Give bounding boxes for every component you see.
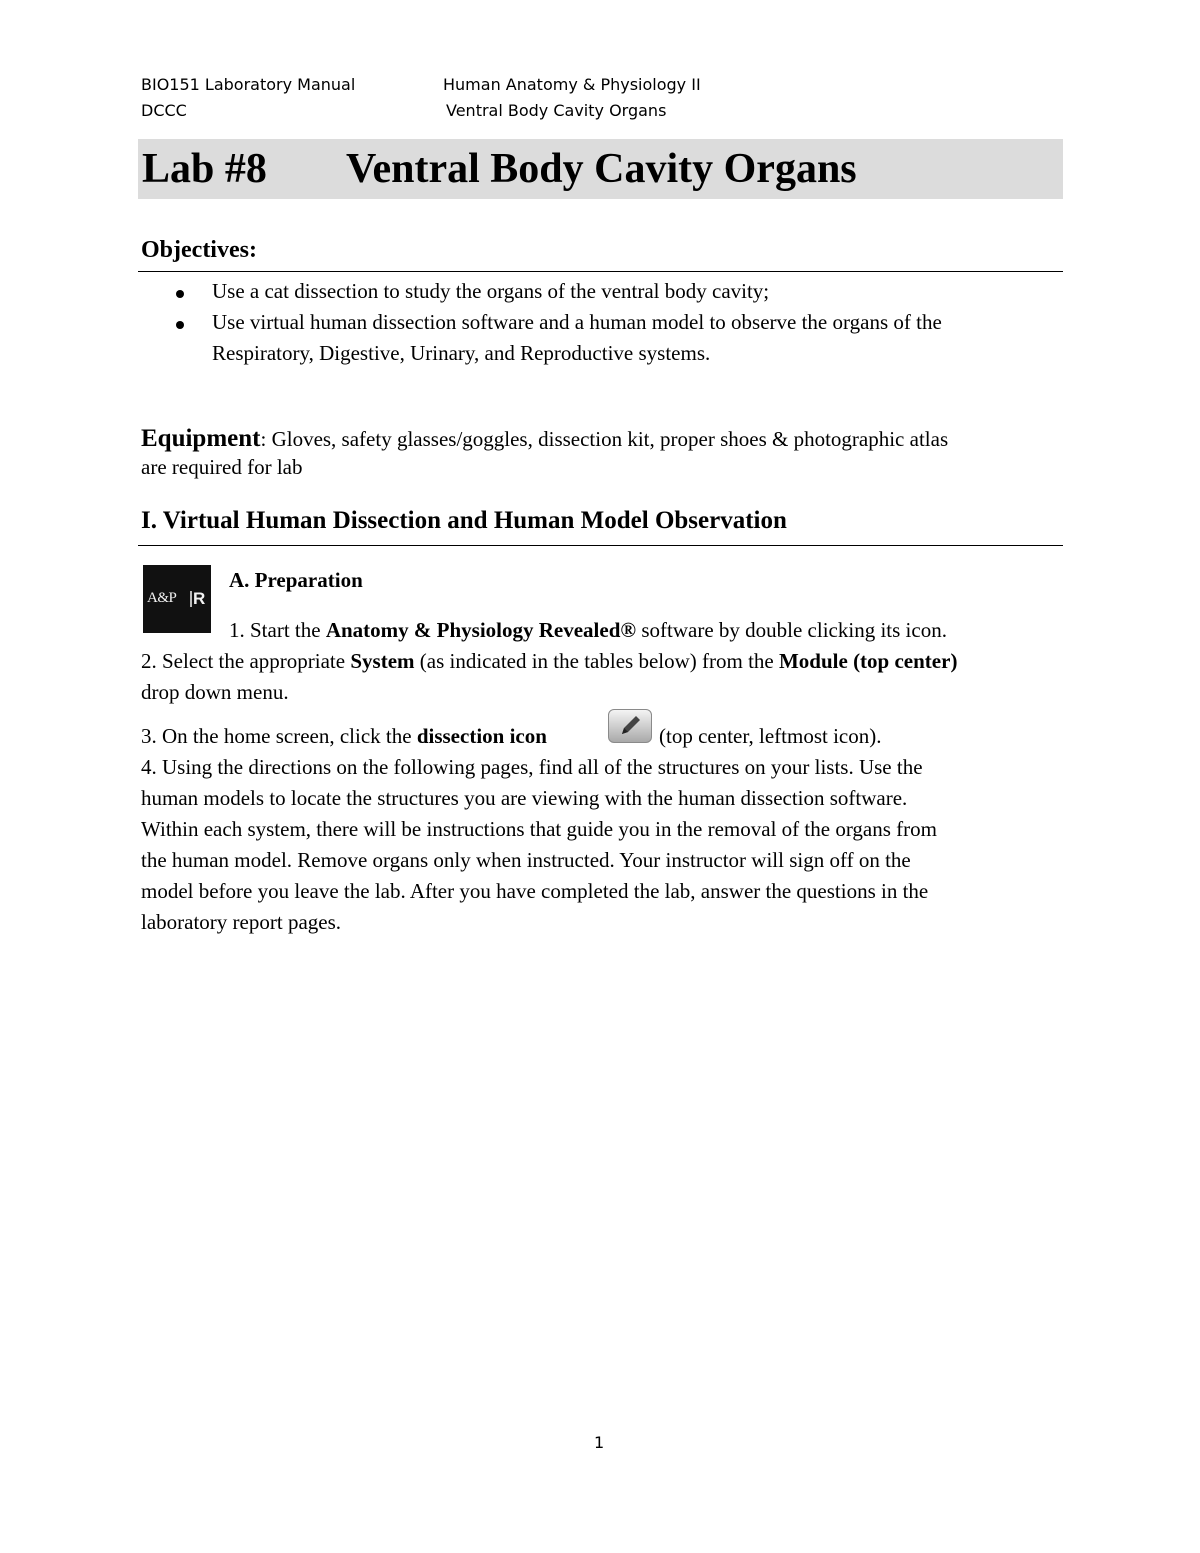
step-1-text: 1. Start the xyxy=(229,618,326,642)
apr-logo-divider xyxy=(190,591,192,607)
software-name: Anatomy & Physiology Revealed® xyxy=(325,618,637,642)
equipment-line xyxy=(141,423,948,455)
step-4-line: laboratory report pages. xyxy=(141,910,342,934)
apr-logo-letter: R xyxy=(193,589,206,608)
step-4-line: model before you leave the lab. After you have completed the lab, answer the questions in the xyxy=(141,879,929,903)
step-1 xyxy=(229,615,947,646)
objectives-heading: Objectives: xyxy=(141,237,257,263)
step-3 xyxy=(141,721,547,752)
module-term: Module (top center) xyxy=(778,649,958,673)
step-2-text: 2. Select the appropriate xyxy=(141,649,351,673)
dissection-icon-term: dissection icon xyxy=(416,724,547,748)
step-3-text: 3. On the home screen, click the xyxy=(141,724,417,748)
objectives-rule xyxy=(138,271,1063,272)
preparation-subheading: A. Preparation xyxy=(229,568,363,592)
objective-item: Use virtual human dissection software and a human model to observe the organs of the xyxy=(212,310,942,334)
title-band xyxy=(138,139,1063,199)
step-4-line: the human model. Remove organs only when instructed. Your instructor will sign off on the xyxy=(141,848,911,872)
bullet xyxy=(176,290,184,298)
apr-logo-text: A&P xyxy=(147,590,177,606)
step-2-text-mid: (as indicated in the tables below) from the xyxy=(414,649,779,673)
header-course: Human Anatomy & Physiology II xyxy=(443,75,701,94)
objective-item: Use a cat dissection to study the organs of the ventral body cavity; xyxy=(212,279,770,303)
step-4-line: Within each system, there will be instructions that guide you in the removal of the organs from xyxy=(141,817,938,841)
apr-logo-icon xyxy=(143,565,211,633)
equipment-label: Equipment xyxy=(141,425,261,452)
step-4-line: 4. Using the directions on the following pages, find all of the structures on your lists. Use the xyxy=(141,755,923,779)
step-2 xyxy=(141,646,957,677)
step-1-text-end: software by double clicking its icon. xyxy=(636,618,947,642)
header-topic: Ventral Body Cavity Organs xyxy=(446,101,667,120)
bullet xyxy=(176,321,184,329)
step-3-text-end: (top center, leftmost icon). xyxy=(659,724,882,748)
equipment-text: : Gloves, safety glasses/goggles, dissection kit, proper shoes & photographic atlas xyxy=(260,427,949,451)
objective-item-continued: Respiratory, Digestive, Urinary, and Reproductive systems. xyxy=(212,341,711,365)
step-2-continued: drop down menu. xyxy=(141,680,289,704)
pencil-icon-glyph xyxy=(609,710,651,742)
lab-number: Lab #8 xyxy=(142,146,267,192)
pencil-icon xyxy=(608,709,652,743)
system-term: System xyxy=(350,649,415,673)
equipment-text-continued: are required for lab xyxy=(141,455,303,479)
lab-title: Ventral Body Cavity Organs xyxy=(346,146,857,192)
section-heading: I. Virtual Human Dissection and Human Model Observation xyxy=(141,507,787,534)
header-college: DCCC xyxy=(141,101,187,120)
section-rule xyxy=(138,545,1063,546)
header-manual-title: BIO151 Laboratory Manual xyxy=(141,75,356,94)
step-4-line: human models to locate the structures you are viewing with the human dissection software. xyxy=(141,786,908,810)
page-number: 1 xyxy=(594,1433,605,1452)
